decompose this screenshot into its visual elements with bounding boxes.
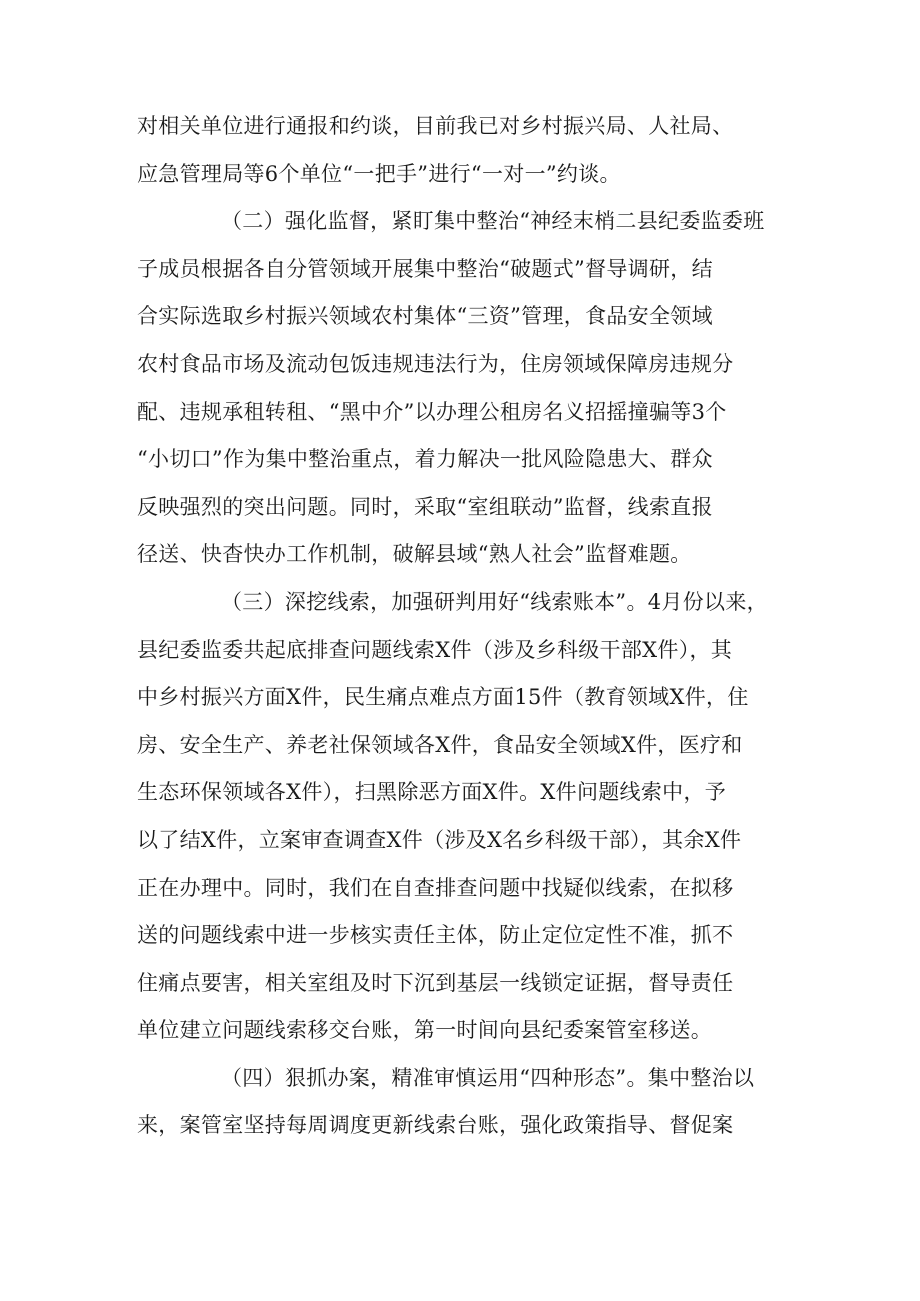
paragraph-2-line-6: “小切口”作为集中整治重点，着力解决一批风险隐患大、群众: [137, 447, 713, 472]
paragraph-3-line-8: 送的问题线索中进一步核实责任主体，防止定位定性不准，抓不: [137, 923, 734, 948]
paragraph-3-line-5: 生态环保领域各X件），扫黑除恶方面X件。X件问题线索中，予: [137, 780, 727, 805]
paragraph-3-line-2: 县纪委监委共起底排查问题线索X件（涉及乡科级干部X件），其: [137, 637, 733, 662]
paragraph-3-line-7: 正在办理中。同时，我们在自查排查问题中找疑似线索，在拟移: [137, 875, 734, 900]
paragraph-1-line-2: 应急管理局等6个单位“一把手”进行“一对一”约谈。: [137, 161, 621, 186]
paragraph-3-line-6: 以了结X件，立案审查调查X件（涉及X名乡科级干部），其余X件: [137, 827, 742, 852]
paragraph-2-line-1: （二）强化监督，紧盯集中整治“神经末梢二县纪委监委班: [221, 209, 765, 234]
paragraph-3-line-3: 中乡村振兴方面X件，民生痛点难点方面15件（教育领域X件，住: [137, 685, 749, 710]
paragraph-1-line-1: 对相关单位进行通报和约谈，目前我已对乡村振兴局、人社局、: [137, 114, 734, 138]
paragraph-3-line-1: （三）深挖线索，加强研判用好“线索账本”。4月份以来，: [221, 589, 768, 614]
paragraph-2-line-5: 配、违规承租转租、“黑中介”以办理公租房名义招摇撞骗等3个: [137, 399, 727, 424]
paragraph-2-line-7: 反映强烈的突出问题。同时，采取“室组联动”监督，线索直报: [137, 494, 713, 519]
paragraph-3-line-10: 单位建立问题线索移交台账，第一时间向县纪委案管室移送。: [137, 1018, 713, 1043]
paragraph-3-line-4: 房、安全生产、养老社保领域各X件，食品安全领域X件，医疗和: [137, 732, 743, 757]
paragraph-3-line-9: 住痛点要害，相关室组及时下沉到基层一线锁定证据，督导责任: [137, 970, 734, 995]
paragraph-2-line-8: 径送、快杳快办工作机制，破解县域“熟人社会”监督难题。: [137, 542, 692, 567]
paragraph-2-line-3: 合实际选取乡村振兴领域农村集体“三资”管理，食品安全领域: [137, 304, 713, 329]
paragraph-4-line-2: 来，案管室坚持每周调度更新线索台账，强化政策指导、督促案: [137, 1113, 734, 1138]
paragraph-2-line-2: 子成员根据各自分管领域开展集中整治“破题式”督导调研，结: [137, 256, 713, 281]
paragraph-2-line-4: 农村食品市场及流动包饭违规违法行为，住房领域保障房违规分: [137, 351, 734, 376]
paragraph-4-line-1: （四）狠抓办案，精准审慎运用“四种形态”。集中整治以: [221, 1065, 755, 1090]
document-body: [137, 103, 797, 1150]
